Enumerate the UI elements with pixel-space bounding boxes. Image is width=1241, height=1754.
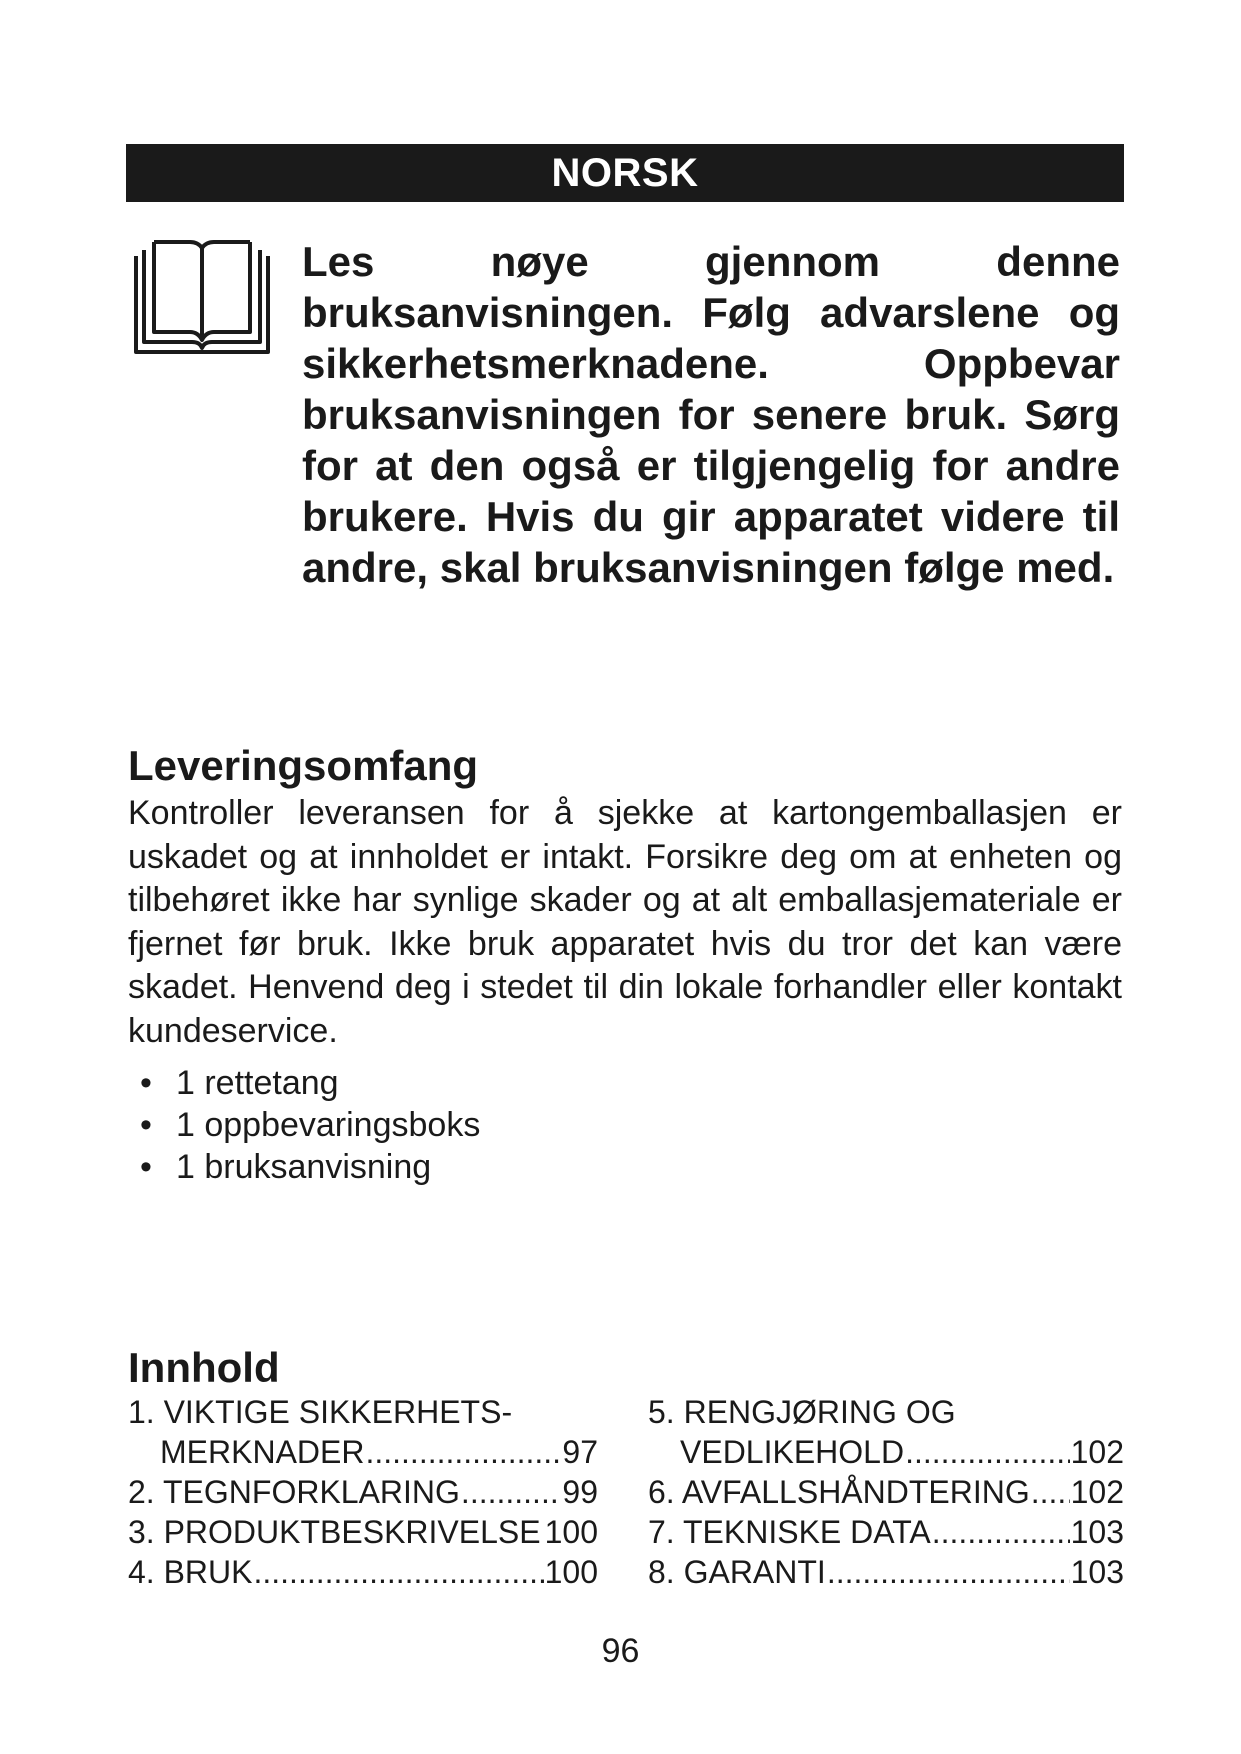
toc-entry: 5. RENGJØRING OG VEDLIKEHOLD ..... 102 (648, 1392, 1124, 1472)
toc-entry: 8. GARANTI ..... 103 (648, 1552, 1124, 1592)
list-item: • 1 oppbevaringsboks (140, 1106, 481, 1144)
toc-entry: 1. VIKTIGE SIKKERHETS- MERKNADER ..... 97 (128, 1392, 598, 1472)
toc-column-right (648, 1392, 1124, 1592)
contents-title: Innhold (128, 1344, 280, 1391)
bullet-icon: • (140, 1148, 152, 1186)
bullet-icon: • (140, 1064, 152, 1102)
toc-entry: 4. BRUK ..... 100 (128, 1552, 598, 1592)
bullet-icon: • (140, 1106, 152, 1144)
toc-entry: 6. AVFALLSHÅNDTERING ..... 102 (648, 1472, 1124, 1512)
intro-text: Les nøye gjennom denne bruksanvisningen. Følg advarslene og sikkerhetsmerknadene. Oppbevar bruksanvisningen for senere bruk. Sørg for at den også er tilgjengelig for andre brukere. Hvis du gir apparatet videre til andre, skal bruksanvisningen følge med. (302, 238, 1120, 591)
list-item: • 1 rettetang (140, 1064, 339, 1102)
list-item: • 1 bruksanvisning (140, 1148, 432, 1186)
language-title: NORSK (551, 150, 699, 195)
delivery-text: Kontroller leveransen for å sjekke at kartongemballasjen er uskadet og at innholdet er intakt. Forsikre deg om at enheten og tilbehøret ikke har synlige skader og at alt emballasjemateriale er fjernet før bruk. Ikke bruk apparatet hvis du tror det kan være skadet. Henvend deg i stedet til din lokale forhandler eller kontakt kundeservice. (128, 794, 1122, 1050)
delivery-list (140, 1062, 480, 1188)
toc-entry: 2. TEGNFORKLARING ..... 99 (128, 1472, 598, 1512)
delivery-title: Leveringsomfang (128, 742, 479, 789)
open-book-icon (132, 236, 272, 356)
toc-column-left (128, 1392, 598, 1592)
toc-entry: 3. PRODUKTBESKRIVELSE ..... 100 (128, 1512, 598, 1552)
language-header (126, 144, 1124, 202)
page-number: 96 (601, 1632, 640, 1670)
toc-entry: 7. TEKNISKE DATA ..... 103 (648, 1512, 1124, 1552)
